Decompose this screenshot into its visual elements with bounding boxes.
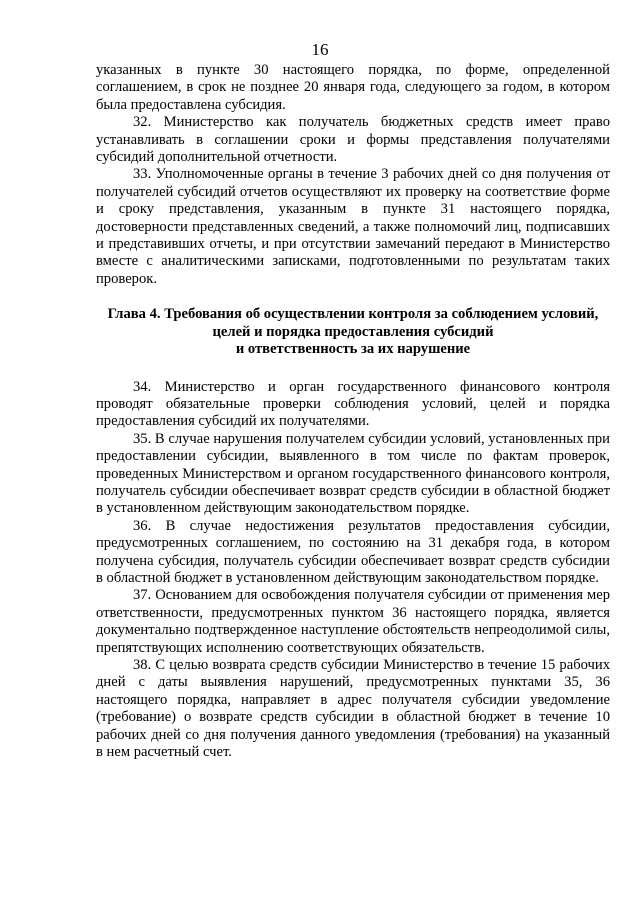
paragraph-31-continuation: указанных в пункте 30 настоящего порядка, по форме, определенной соглашением, в срок не позднее 20 января года, следующего за годом, в котором была предоставлена субсидия. [96,62,610,113]
chapter-heading-line-1: Глава 4. Требования об осуществлении контроля за соблюдением условий, [107,306,599,323]
paragraph-38: 38. С целью возврата средств субсидии Министерство в течение 15 рабочих дней с даты выявления нарушений, предусмотренных пунктами 35, 36 настоящего порядка, направляет в адрес получателя субсидии уведомление (требование) о возврате средств субсидии в областной бюджет в течение 10 рабочих дней со дня получения данного уведомления (требования) на указанный в нем расчетный счет. [96,657,610,761]
paragraph-35: 35. В случае нарушения получателем субсидии условий, установленных при предоставлении субсидии, выявленного в том числе по фактам проверок, проведенных Министерством и органом государственного финансового контроля, получатель субсидии обеспечивает возврат средств субсидии в областной бюджет в установленном действующим законодательством порядке. [96,430,610,517]
chapter-heading [96,306,610,358]
paragraph-33: 33. Уполномоченные органы в течение 3 рабочих дней со дня получения от получателей субсидий отчетов осуществляют их проверку на соответствие форме и сроку представления, указанным в пункте 31 настоящего порядка, достоверности представленных сведений, а также полномочий лиц, подписавших и представивших отчеты, и при отсутствии замечаний передают в Министерство вместе с аналитическими записками, подготовленными по результатам таких проверок. [96,166,610,287]
chapter-heading-line-3: и ответственность за их нарушение [235,341,471,358]
chapter-heading-line-2: целей и порядка предоставления субсидий [212,323,494,340]
document-body [96,62,610,761]
paragraph-34: 34. Министерство и орган государственного финансового контроля проводят обязательные проверки соблюдения условий, целей и порядка предоставления субсидий их получателями. [96,378,610,430]
page-number: 16 [311,40,329,59]
paragraph-36: 36. В случае недостижения результатов предоставления субсидии, предусмотренных соглашением, по состоянию на 31 декабря года, в котором получена субсидия, получатель субсидии обеспечивает возврат средств субсидии в областной бюджет в установленном действующим законодательством порядке. [96,517,610,586]
paragraph-37: 37. Основанием для освобождения получателя субсидии от применения мер ответственности, предусмотренных пунктом 36 настоящего порядка, является документально подтвержденное наступление обстоятельств непреодолимой силы, препятствующих исполнению соответствующих обязательств. [96,587,610,656]
paragraph-32: 32. Министерство как получатель бюджетных средств имеет право устанавливать в соглашении сроки и формы представления получателями субсидий дополнительной отчетности. [96,114,610,166]
